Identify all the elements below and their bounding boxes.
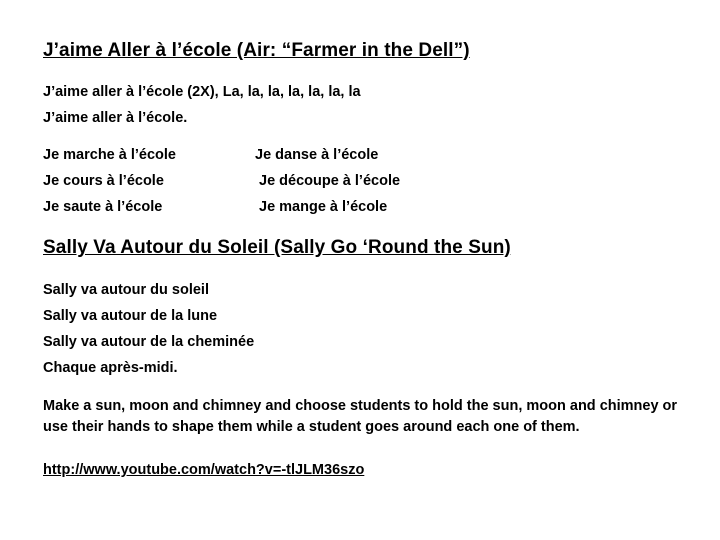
- song1-right-line-3: Je mange à l’école: [259, 199, 388, 215]
- song1-right-line-2: Je découpe à l’école: [259, 173, 401, 189]
- song1-left-line-3: Je saute à l’école: [43, 199, 163, 215]
- song1-title: J’aime Aller à l’école (Air: “Farmer in the Dell”): [43, 40, 470, 61]
- song2-line-4: Chaque après-midi.: [43, 360, 178, 376]
- song1-right-line-1: Je danse à l’école: [255, 147, 379, 163]
- song1-line-2: J’aime aller à l’école.: [43, 110, 188, 126]
- song2-line-2: Sally va autour de la lune: [43, 308, 218, 324]
- song2-line-1: Sally va autour du soleil: [43, 282, 209, 298]
- song2-instructions: Make a sun, moon and chimney and choose students to hold the sun, moon and chimney or use their hands to shape them while a student goes around each one of them.: [43, 398, 678, 435]
- song1-left-line-1: Je marche à l’école: [43, 147, 176, 163]
- song1-line-1: J’aime aller à l’école (2X), La, la, la, la, la, la, la: [43, 84, 361, 100]
- song1-left-line-2: Je cours à l’école: [43, 173, 164, 189]
- song2-title: Sally Va Autour du Soleil (Sally Go ‘Round the Sun): [43, 237, 511, 258]
- song2-line-3: Sally va autour de la cheminée: [43, 334, 255, 350]
- youtube-link[interactable]: http://www.youtube.com/watch?v=-tlJLM36szo: [43, 462, 365, 478]
